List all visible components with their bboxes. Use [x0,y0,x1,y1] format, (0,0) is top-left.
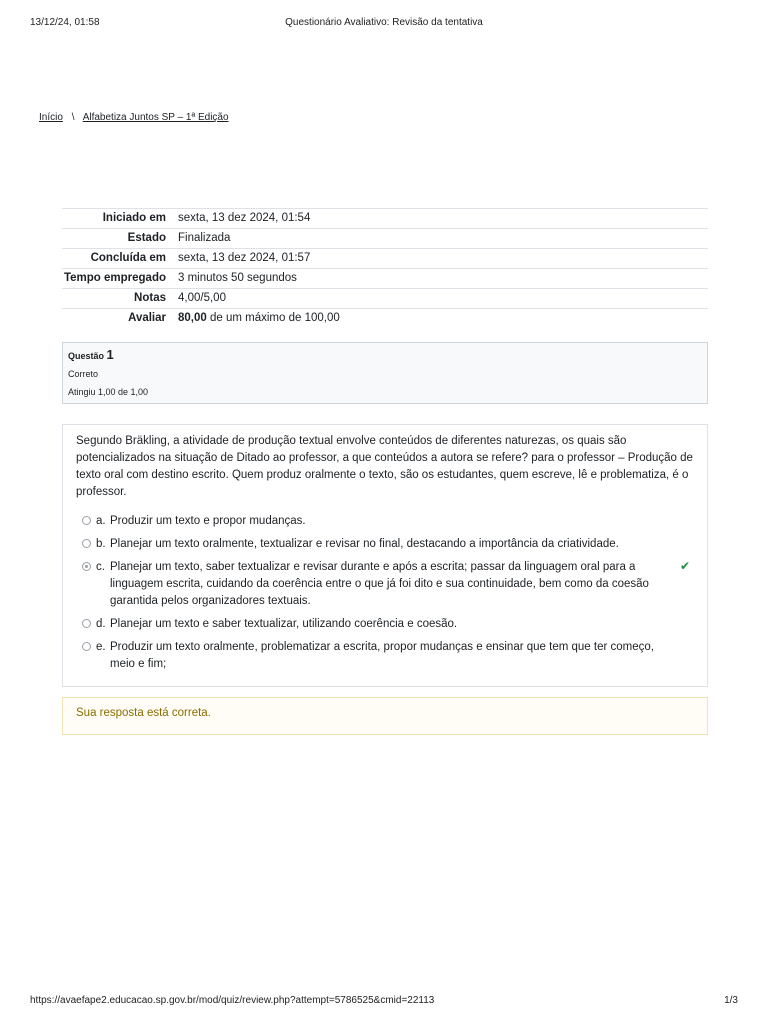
question-content [62,424,708,687]
summary-value: Finalizada [178,232,231,244]
breadcrumb-course-link[interactable]: Alfabetiza Juntos SP – 1ª Edição [82,112,229,123]
answer-letter: a. [96,515,106,527]
breadcrumb-separator: \ [71,112,75,123]
print-title: Questionário Avaliativo: Revisão da tentativa [285,17,483,28]
grade-value: 80,00 [178,312,207,324]
summary-label: Estado [127,232,166,244]
summary-value: sexta, 13 dez 2024, 01:54 [178,212,311,224]
question-text: Segundo Bräkling, a atividade de produção textual envolve conteúdos de diferentes naturezas, os quais são potencializados na situação de Ditado ao professor, a que conteúdos a autora se refere? para o professor – Produção de texto oral com destino escrito. Quem produz oralmente o texto, são os estudantes, quem escreve, lê e problematiza, é o professor. [76,435,693,498]
summary-value: 4,00/5,00 [178,292,226,304]
summary-row-marks [62,289,708,309]
answer-option-a[interactable] [76,513,694,530]
summary-value: 3 minutos 50 segundos [178,272,297,284]
answer-letter: d. [96,618,106,630]
summary-row-state [62,229,708,249]
answer-option-d[interactable] [76,616,694,633]
print-url: https://avaefape2.educacao.sp.gov.br/mod/quiz/review.php?attempt=5786525&cmid=22113 [30,995,435,1006]
answer-letter: b. [96,538,106,550]
radio-icon[interactable] [82,619,91,628]
summary-label: Concluída em [90,252,166,264]
summary-row-completed [62,249,708,269]
answer-text: Produzir um texto e propor mudanças. [110,515,306,527]
grade-max: de um máximo de 100,00 [206,312,340,324]
radio-icon[interactable] [82,516,91,525]
answer-option-c[interactable] [76,559,694,610]
feedback-box [62,697,708,735]
summary-row-time-taken [62,269,708,289]
radio-icon[interactable] [82,642,91,651]
question-number [68,349,702,362]
summary-value [172,309,708,329]
answer-text: Planejar um texto e saber textualizar, utilizando coerência e coesão. [110,618,458,630]
summary-label: Avaliar [128,312,166,324]
breadcrumb-home-link[interactable]: Início [39,112,63,123]
summary-row-started [62,209,708,229]
answer-list [76,513,694,673]
attempt-summary-table [62,208,708,328]
answer-text: Produzir um texto oralmente, problematizar a escrita, propor mudanças e ensinar que tem que ter começo, meio e fim; [110,641,654,670]
question-number-value: 1 [106,347,114,362]
check-icon: ✔ [679,559,690,573]
radio-icon[interactable] [82,539,91,548]
summary-value: sexta, 13 dez 2024, 01:57 [178,252,311,264]
breadcrumb [39,112,229,123]
answer-option-b[interactable] [76,536,694,553]
answer-text: Planejar um texto oralmente, textualizar e revisar no final, destacando a importância da criatividade. [110,538,619,550]
question-grade: Atingiu 1,00 de 1,00 [68,387,149,397]
print-date: 13/12/24, 01:58 [30,17,100,28]
summary-label: Iniciado em [102,212,166,224]
summary-label: Notas [134,292,166,304]
answer-text: Planejar um texto, saber textualizar e revisar durante e após a escrita; passar da linguagem oral para a linguagem escrita, cuidando da coerência entre o que já foi dito e sua continuidade, bem como da coesão garantida pelos organizadores textuais. [110,561,649,607]
print-page-number: 1/3 [724,995,738,1006]
answer-letter: c. [96,561,105,573]
question-label: Questão [68,351,105,361]
summary-row-grade [62,309,708,329]
question-state: Correto [68,369,99,379]
radio-icon[interactable] [82,562,91,571]
print-footer [30,995,738,1009]
print-header [30,17,738,31]
answer-letter: e. [96,641,106,653]
question-info-box [62,342,708,404]
summary-label: Tempo empregado [63,272,166,284]
answer-option-e[interactable] [76,639,694,673]
feedback-text: Sua resposta está correta. [76,707,211,719]
